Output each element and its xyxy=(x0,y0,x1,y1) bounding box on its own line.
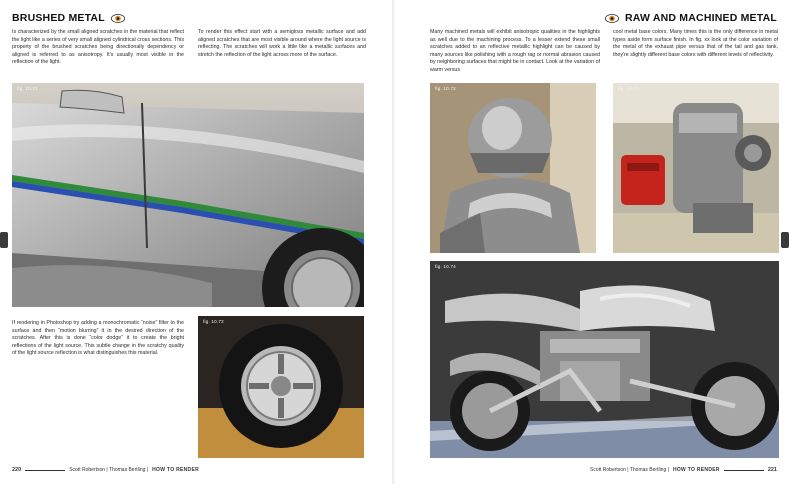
page-number: 221 xyxy=(767,467,777,473)
photo-car-door xyxy=(12,83,364,307)
right-page xyxy=(395,0,789,484)
eye-icon xyxy=(605,14,619,23)
fig-label: fig. 10.72 xyxy=(435,86,456,91)
footer-rule xyxy=(25,470,65,471)
left-footer xyxy=(12,467,199,473)
photo-motorcycle xyxy=(430,261,779,458)
photo-wheel xyxy=(198,316,364,458)
eye-icon xyxy=(111,14,125,23)
right-section-title xyxy=(605,12,777,24)
right-footer xyxy=(590,467,777,473)
fig-label: fig. 10.73 xyxy=(618,86,639,91)
footer-book-title: HOW TO RENDER xyxy=(672,467,720,473)
car-door-image xyxy=(12,83,364,307)
fig-label: fig. 10.71 xyxy=(17,86,38,91)
footer-authors: Scott Robertson | Thomas Bertling | xyxy=(590,467,669,473)
right-edge-tab xyxy=(781,232,789,248)
armor-image xyxy=(430,83,596,253)
fig-label: fig. 10.72 xyxy=(203,319,224,324)
left-page xyxy=(0,0,394,484)
left-title-text: BRUSHED METAL xyxy=(12,12,105,24)
left-paragraph-3: If rendering in Photoshop try adding a monochromatic “noise” filter to the surface and then “motion blurring” it in the desired direction of the scratches. After this is done “color dodge” it to create the bright reflections of the light source. This subtle change in the scratchy quality of the light source reflection is what distinguishes this material. xyxy=(12,320,184,357)
left-section-title xyxy=(12,12,125,24)
photo-engine xyxy=(613,83,779,253)
right-paragraph-1: Many machined metals will exhibit anisotropic qualities in the highlights as well due to the machining process. To a lesser extend these small scratches added to an reflective metallic highlight can be caused by many sources like polishing with a rough rag or normal abrasion caused by neighboring surfaces that might be in contact. Look at the variation of warm versus xyxy=(430,29,600,73)
right-paragraph-2: cool metal base colors. Many times this is the only difference in metal types aside form surface finish. In fig. xx look at the color variation of the metal of the exhaust pipe versus that of the tail and gas tank, they're slightly different base colors with different levels of reflectivity. xyxy=(613,29,778,58)
photo-armor xyxy=(430,83,596,253)
engine-image xyxy=(613,83,779,253)
left-paragraph-1: Is characterized by the small aligned scratches in the material that reflect the light like a series of very small aligned cylindrical cross sections. This property of the brushed scratches being directionally dependency or aligned is referred to as anisotropy. It's usually most visible in the reflection of the light. xyxy=(12,29,184,66)
right-title-text: RAW AND MACHINED METAL xyxy=(625,12,777,24)
left-edge-tab xyxy=(0,232,8,248)
page-number: 220 xyxy=(12,467,22,473)
motorcycle-image xyxy=(430,261,779,458)
footer-rule xyxy=(724,470,764,471)
footer-book-title: HOW TO RENDER xyxy=(152,467,199,473)
wheel-image xyxy=(198,316,364,458)
footer-authors: Scott Robertson | Thomas Bertling | xyxy=(69,467,149,473)
left-paragraph-2: To render this effect start with a semigloss metallic surface and add aligned scratches that are most visible around where the light source is reflecting. The scratches will work a little like a metallic surfaces and stretch the reflection of the light across more of the surface. xyxy=(198,29,366,58)
fig-label: fig. 10.74 xyxy=(435,264,456,269)
